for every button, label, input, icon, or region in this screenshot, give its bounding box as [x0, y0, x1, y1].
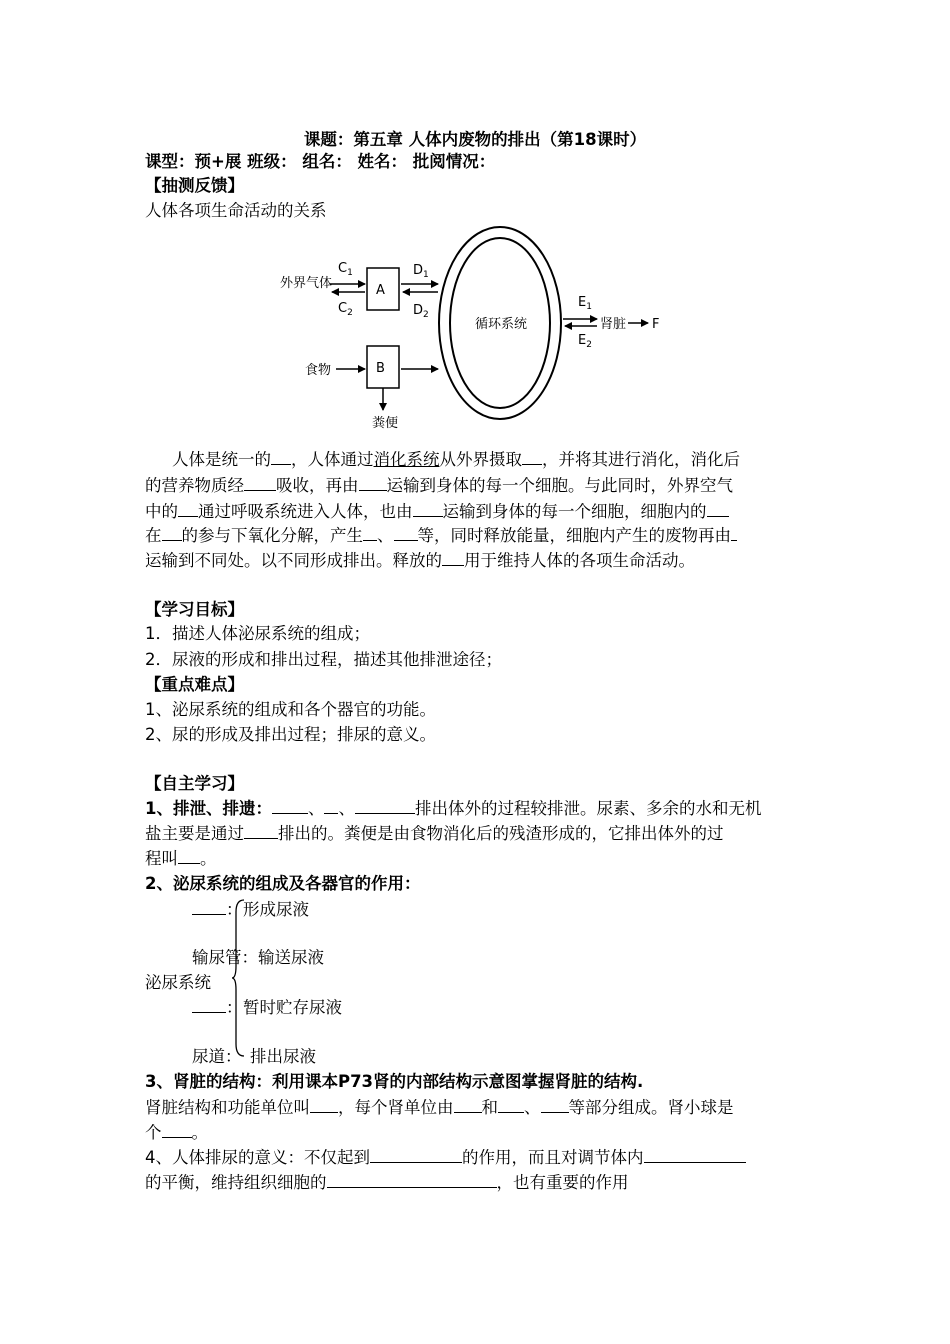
- feedback-paragraph-line-5: 运输到不同处。以不同形成排出。释放的 用于维持人体的各项生命活动。: [145, 551, 695, 570]
- goals-heading: 【学习目标】: [145, 600, 244, 619]
- urinary-function-1: 形成尿液: [243, 900, 309, 919]
- diagram-caption: 人体各项生命活动的关系: [145, 201, 327, 220]
- diagram-kidney: 肾脏: [600, 317, 627, 332]
- q2-heading: 2、泌尿系统的组成及各器官的作用：: [145, 874, 421, 893]
- q1-line-1: 1、排泄、排遗： 、 、 排出体外的过程较排泄。尿素、多余的水和无机: [145, 799, 762, 818]
- feedback-paragraph-line-4: 在 的参与下氧化分解，产生 、 等，同时释放能量，细胞内产生的废物再由: [145, 524, 737, 548]
- q3-line-2: 肾脏结构和功能单位叫 ，每个肾单位由 和 、 等部分组成。肾小球是: [145, 1098, 734, 1117]
- urinary-organ-2: 输尿管：输送尿液: [192, 948, 324, 967]
- diagram-outside-air: 外界气体: [280, 276, 333, 291]
- urinary-function-4: 排出尿液: [250, 1047, 316, 1066]
- urinary-organ-3: ：: [192, 996, 243, 1020]
- keypoint-item-2: 2、尿的形成及排出过程；排尿的意义。: [145, 725, 436, 744]
- urinary-organ-1: ：: [192, 898, 243, 922]
- urinary-function-3: 暂时贮存尿液: [243, 998, 342, 1017]
- lesson-meta: 课型：预+展 班级： 组名： 姓名： 批阅情况：: [145, 152, 496, 171]
- urinary-system-label: 泌尿系统: [145, 973, 211, 992]
- diagram-food: 食物: [305, 363, 332, 378]
- q3-line-3: 个 。: [145, 1123, 208, 1142]
- self-study-heading: 【自主学习】: [145, 774, 244, 793]
- q1-line-3: 程叫 。: [145, 849, 217, 868]
- diagram-label-a: A: [376, 283, 385, 298]
- goal-item-1: 1．描述人体泌尿系统的组成；: [145, 624, 370, 643]
- diagram-circulation: 循环系统: [475, 317, 528, 332]
- diagram-c2: $C_2$: [338, 301, 353, 318]
- diagram-feces: 粪便: [372, 416, 399, 431]
- diagram-f: F: [652, 317, 660, 332]
- diagram-e2: $E_2$: [578, 333, 592, 350]
- diagram-d2: $D_2$: [413, 303, 429, 320]
- urinary-brace: [232, 898, 246, 1058]
- keypoints-heading: 【重点难点】: [145, 675, 244, 694]
- diagram-label-b: B: [376, 361, 385, 376]
- life-activities-diagram: [270, 222, 690, 437]
- diagram-c1: $C_1$: [338, 261, 353, 278]
- q4-line-1: 4、人体排尿的意义：不仅起到 的作用，而且对调节体内: [145, 1146, 746, 1170]
- q1-line-2: 盐主要是通过 排出的。粪便是由食物消化后的残渣形成的，它排出体外的过: [145, 824, 724, 843]
- diagram-d1: $D_1$: [413, 263, 429, 280]
- urinary-organ-4: 尿道：: [192, 1047, 242, 1066]
- feedback-paragraph-line-3: 中的 通过呼吸系统进入人体，也由 运输到身体的每一个细胞，细胞内的: [145, 500, 729, 524]
- goal-item-2: 2．尿液的形成和排出过程，描述其他排泄途径；: [145, 650, 502, 669]
- diagram-e1: $E_1$: [578, 295, 592, 312]
- keypoint-item-1: 1、泌尿系统的组成和各个器官的功能。: [145, 700, 436, 719]
- q4-line-2: 的平衡，维持组织细胞的 ，也有重要的作用: [145, 1173, 629, 1192]
- q3-line-1: 3、肾脏的结构：利用课本P73肾的内部结构示意图掌握肾脏的结构.: [145, 1072, 644, 1091]
- feedback-paragraph-line-2: 的营养物质经 吸收，再由 运输到身体的每一个细胞。与此同时，外界空气: [145, 476, 733, 495]
- feedback-heading: 【抽测反馈】: [145, 176, 244, 195]
- feedback-paragraph-line-1: 人体是统一的 ，人体通过消化系统从外界摄取 ，并将其进行消化，消化后: [172, 450, 740, 469]
- lesson-title: 课题：第五章 人体内废物的排出（第18课时）: [303, 130, 647, 149]
